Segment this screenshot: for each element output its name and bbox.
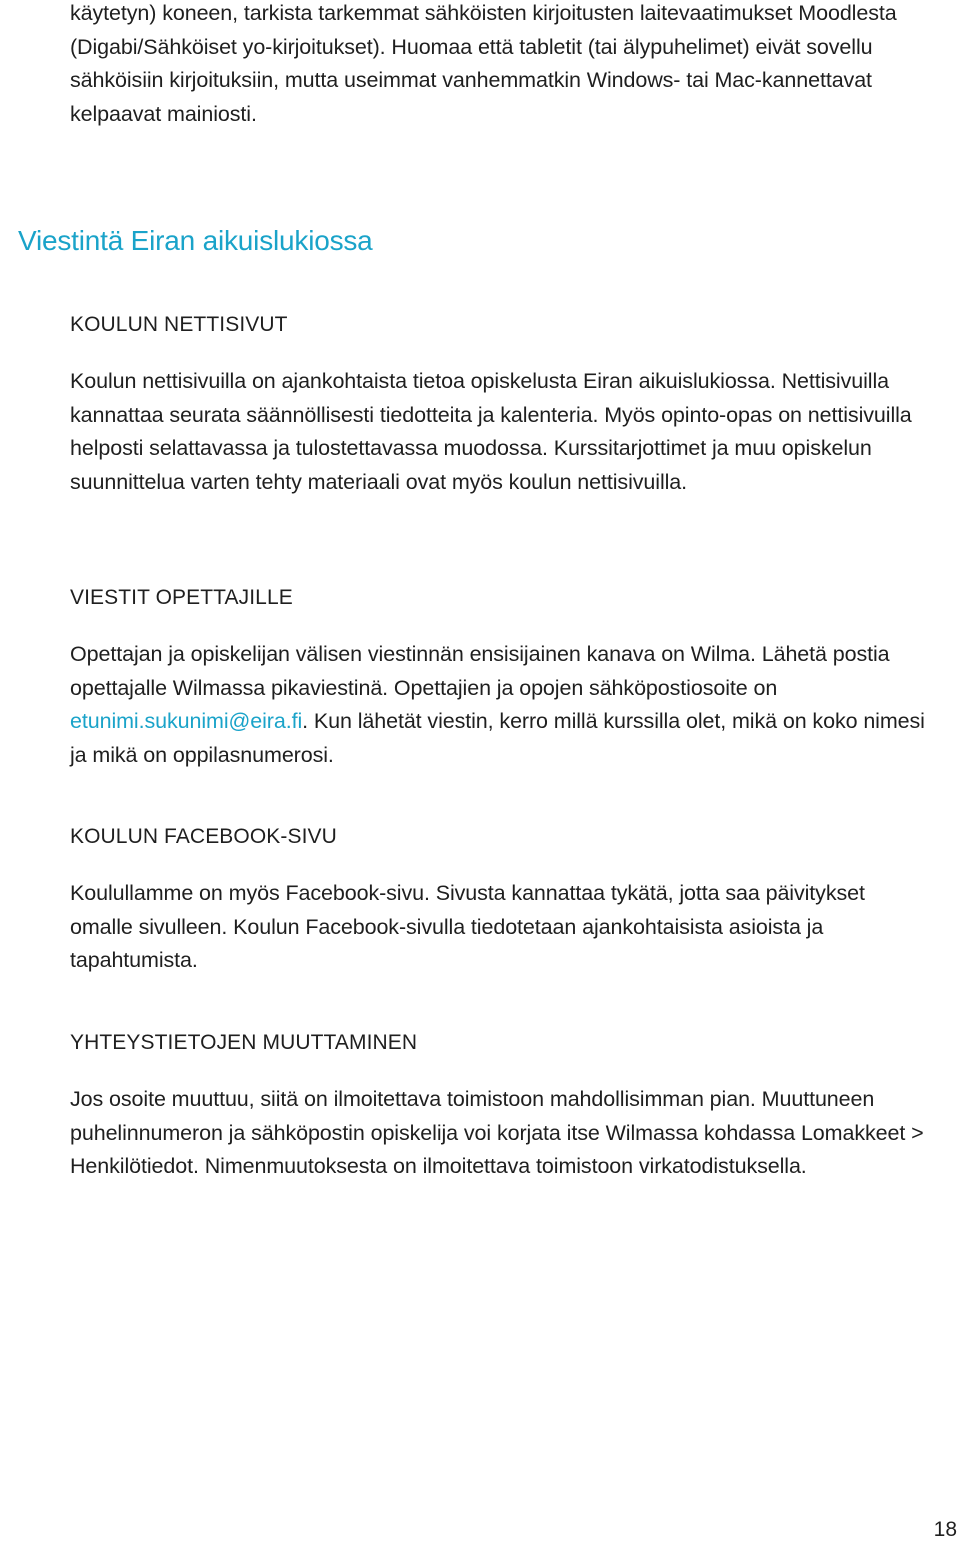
viestit-body-end: . Kun lähetät viestin, kerro millä kurssilla olet, mikä on koko nimesi ja mikä on oppilasnumerosi. xyxy=(70,709,925,768)
section-title: Viestintä Eiran aikuislukiossa xyxy=(18,225,373,256)
intro-paragraph-block xyxy=(70,0,930,132)
nettisivut-body: Koulun nettisivuilla on ajankohtaista tietoa opiskelusta Eiran aikuislukiossa. Nettisivuilla kannattaa seurata säännöllisesti tiedotteita ja kalenteria. Myös opinto-opas on nettisivuilla helposti selattavassa ja tulostettavassa muodossa. Kurssitarjottimet ja muu opiskelun suunnittelua varten tehty materiaali ovat myös koulun nettisivuilla. xyxy=(70,369,912,495)
facebook-heading: KOULUN FACEBOOK-SIVU xyxy=(70,825,337,848)
facebook-body: Koulullamme on myös Facebook-sivu. Sivusta kannattaa tykätä, jotta saa päivitykset omalle sivulleen. Koulun Facebook-sivulla tiedotetaan ajankohtaisista asioista ja tapahtumista. xyxy=(70,881,865,973)
nettisivut-section xyxy=(70,312,930,500)
viestit-body-start: Opettajan ja opiskelijan välisen viestinnän ensisijainen kanava on Wilma. Lähetä postia opettajalle Wilmassa pikaviestinä. Opettajien ja opojen sähköpostiosoite on xyxy=(70,642,890,700)
yhteystiedot-body: Jos osoite muuttuu, siitä on ilmoitettava toimistoon mahdollisimman pian. Muuttuneen puhelinnumeron ja sähköpostin opiskelija voi korjata itse Wilmassa kohdassa Lomakkeet > Henkilötiedot. Nimenmuutoksesta on ilmoitettava toimistoon virkatodistuksella. xyxy=(70,1087,924,1179)
yhteystiedot-section xyxy=(70,1030,930,1184)
viestit-section xyxy=(70,585,930,773)
nettisivut-heading: KOULUN NETTISIVUT xyxy=(70,313,288,336)
intro-paragraph: käytetyn) koneen, tarkista tarkemmat sähköisten kirjoitusten laitevaatimukset Moodlesta (Digabi/Sähköiset yo-kirjoitukset). Huomaa että tabletit (tai älypuhelimet) eivät sovellu sähköisiin kirjoituksiin, mutta useimmat vanhemmatkin Windows- tai Mac-kannettavat kelpaavat mainiosti. xyxy=(70,1,897,127)
email-link[interactable]: etunimi.sukunimi@eira.fi xyxy=(70,709,303,734)
viestit-body xyxy=(70,638,930,773)
page-number: 18 xyxy=(933,1518,957,1541)
facebook-section xyxy=(70,824,930,978)
viestit-heading: VIESTIT OPETTAJILLE xyxy=(70,586,293,609)
yhteystiedot-heading: YHTEYSTIETOJEN MUUTTAMINEN xyxy=(70,1031,418,1054)
